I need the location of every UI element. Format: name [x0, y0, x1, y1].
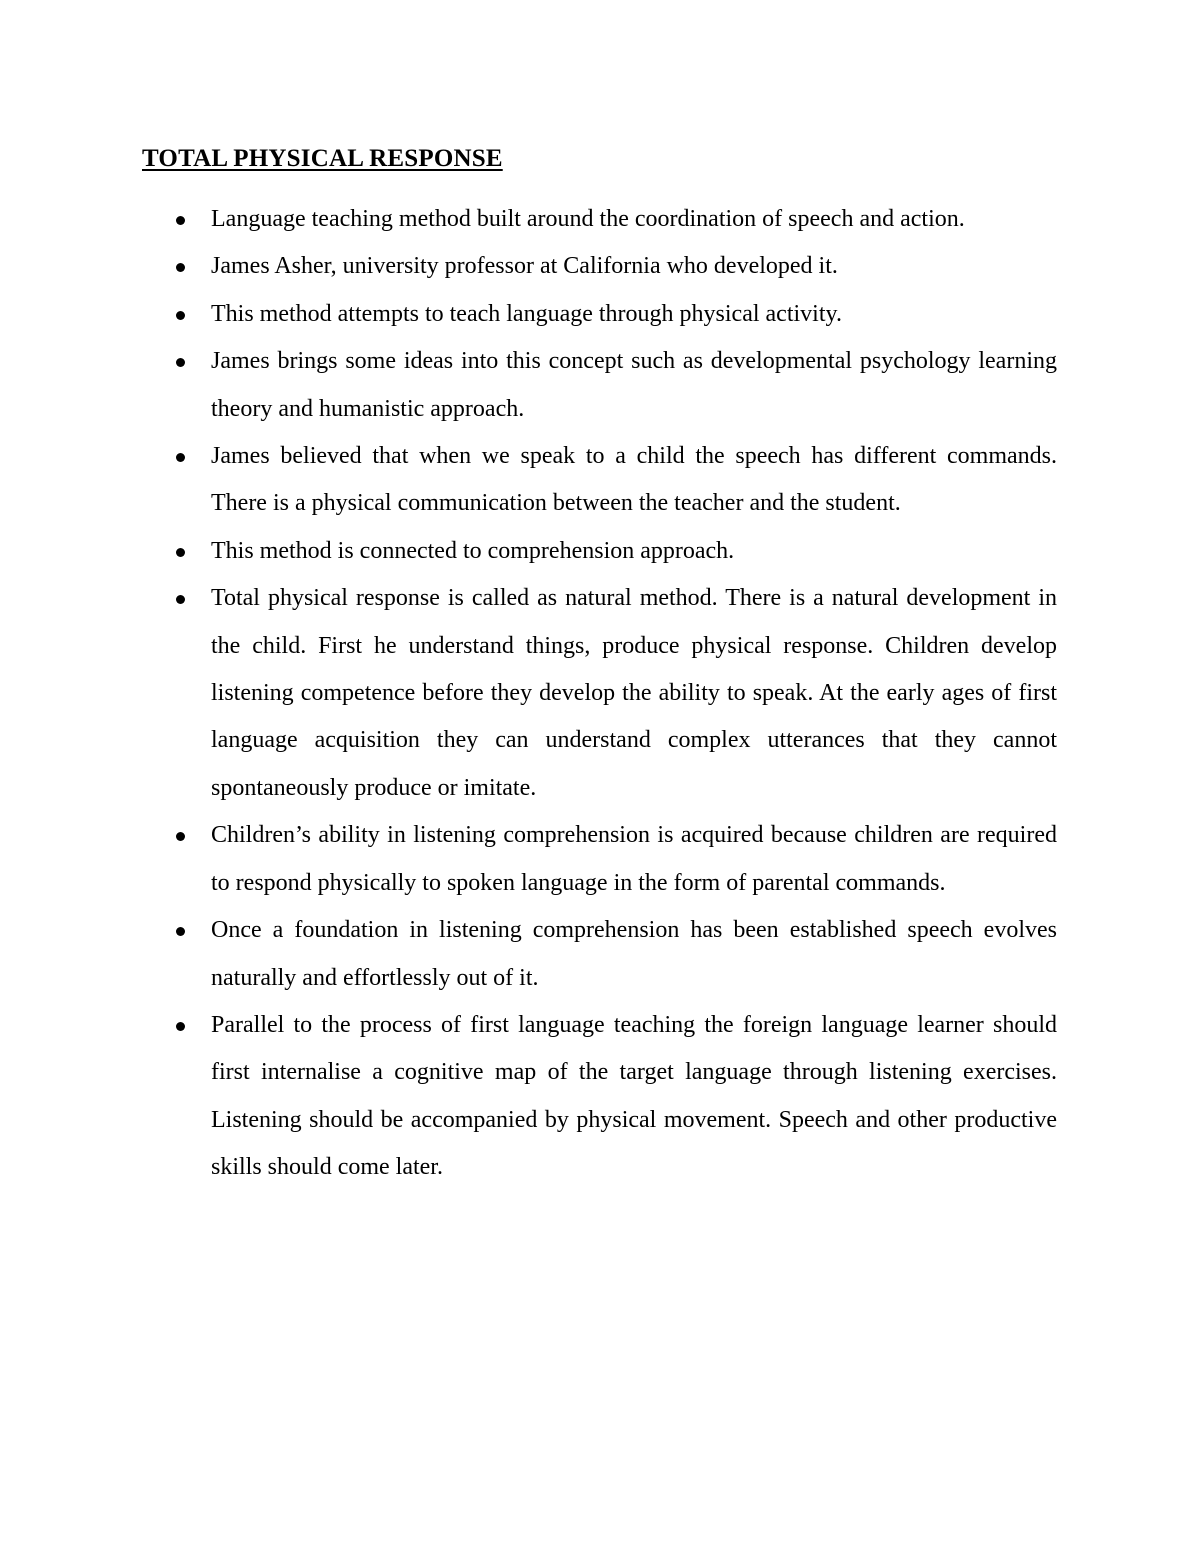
bullet-dot-icon — [176, 927, 185, 936]
bullet-text: James Asher, university professor at California who developed it. — [211, 253, 838, 280]
bullet-item — [0, 433, 1057, 528]
bullet-list — [0, 196, 1200, 1192]
bullet-text: Children’s ability in listening comprehension is acquired because children are required to respond physically to spoken language in the form of parental commands. — [211, 822, 1057, 896]
bullet-item — [0, 907, 1057, 1002]
bullet-item — [0, 812, 1057, 907]
bullet-dot-icon — [176, 263, 185, 272]
bullet-item — [0, 338, 1057, 433]
bullet-item — [0, 196, 1057, 243]
bullet-text: Parallel to the process of first language teaching the foreign language learner should first internalise a cognitive map of the target language through listening exercises. Listening should be accompanied by physical movement. Speech and other productive skills should come later. — [211, 1011, 1057, 1181]
bullet-dot-icon — [176, 453, 185, 462]
document-title: TOTAL PHYSICAL RESPONSE — [142, 145, 503, 172]
bullet-item — [0, 1002, 1057, 1192]
bullet-text: Once a foundation in listening comprehension has been established speech evolves naturally and effortlessly out of it. — [211, 917, 1057, 991]
bullet-dot-icon — [176, 832, 185, 841]
bullet-item — [0, 528, 1057, 575]
bullet-text: Language teaching method built around the coordination of speech and action. — [211, 206, 965, 232]
bullet-item — [0, 291, 1057, 338]
bullet-item — [0, 243, 1057, 290]
bullet-text: James brings some ideas into this concept such as developmental psychology learning theory and humanistic approach. — [211, 348, 1057, 422]
bullet-dot-icon — [176, 1022, 185, 1031]
bullet-dot-icon — [176, 216, 185, 225]
bullet-dot-icon — [176, 358, 185, 367]
bullet-dot-icon — [176, 548, 185, 557]
bullet-item — [0, 575, 1057, 812]
bullet-text: This method attempts to teach language through physical activity. — [211, 300, 842, 327]
bullet-text: James believed that when we speak to a child the speech has different commands. There is a physical communication between the teacher and the student. — [211, 443, 1057, 517]
bullet-text: This method is connected to comprehension approach. — [211, 537, 735, 564]
bullet-text: Total physical response is called as natural method. There is a natural development in the child. First he understand things, produce physical response. Children develop listening competence before they develop the ability to speak. At the early ages of first language acquisition they can understand complex utterances that they cannot spontaneously produce or imitate. — [211, 585, 1057, 801]
bullet-dot-icon — [176, 595, 185, 604]
bullet-dot-icon — [176, 311, 185, 320]
